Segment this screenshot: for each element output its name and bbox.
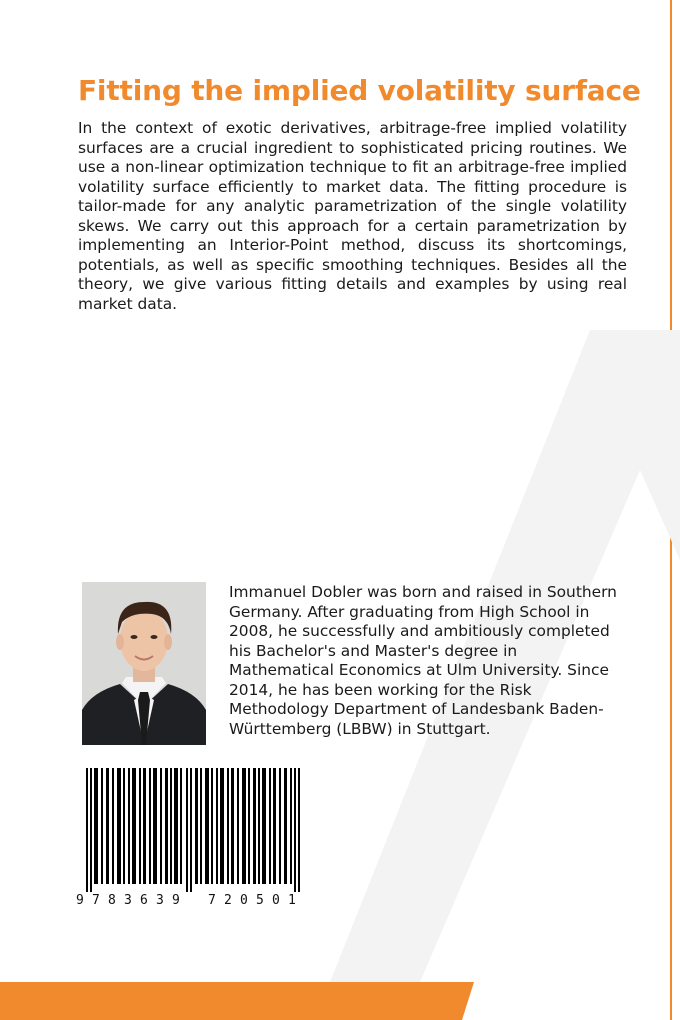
isbn-digit: 9	[76, 893, 84, 908]
isbn-digit: 1	[288, 893, 296, 908]
isbn-digit: 5	[256, 893, 264, 908]
isbn-digit: 0	[272, 893, 280, 908]
isbn-digit: 3	[156, 893, 164, 908]
book-blurb: In the context of exotic derivatives, arbitrage-free implied volatility surfaces are a crucial ingredient to sophisticated pricing routines. We use a non-linear optimization technique to fit an arbitrage-free implied volatility surface efficiently to market data. The fitting procedure is tailor-made for any analytic parametrization of the single volatility skews. We carry out this approach for a certain parametrization by implementing an Interior-Point method, discuss its shortcomings, potentials, as well as specific smoothing techniques. Besides all the theory, we give various fitting details and examples by using real market data.	[78, 119, 627, 313]
isbn-digit: 9	[172, 893, 180, 908]
isbn-digit: 2	[224, 893, 232, 908]
bottom-accent-bar	[0, 982, 680, 1020]
isbn-digit: 7	[92, 893, 100, 908]
isbn-digit: 6	[140, 893, 148, 908]
isbn-barcode	[76, 768, 312, 892]
isbn-digit: 7	[208, 893, 216, 908]
isbn-digits	[76, 893, 312, 911]
author-photo	[82, 582, 206, 745]
isbn-digit: 3	[124, 893, 132, 908]
book-title: Fitting the implied volatility surface	[78, 74, 641, 107]
author-bio: Immanuel Dobler was born and raised in Southern Germany. After graduating from High School in 2008, he successfully and ambitiously completed his Bachelor's and Master's degree in Mathematical Economics at Ulm University. Since 2014, he has been working for the Risk Methodology Department of Landesbank Baden-Württemberg (LBBW) in Stuttgart.	[229, 583, 617, 738]
isbn-digit: 0	[240, 893, 248, 908]
isbn-digit: 8	[108, 893, 116, 908]
